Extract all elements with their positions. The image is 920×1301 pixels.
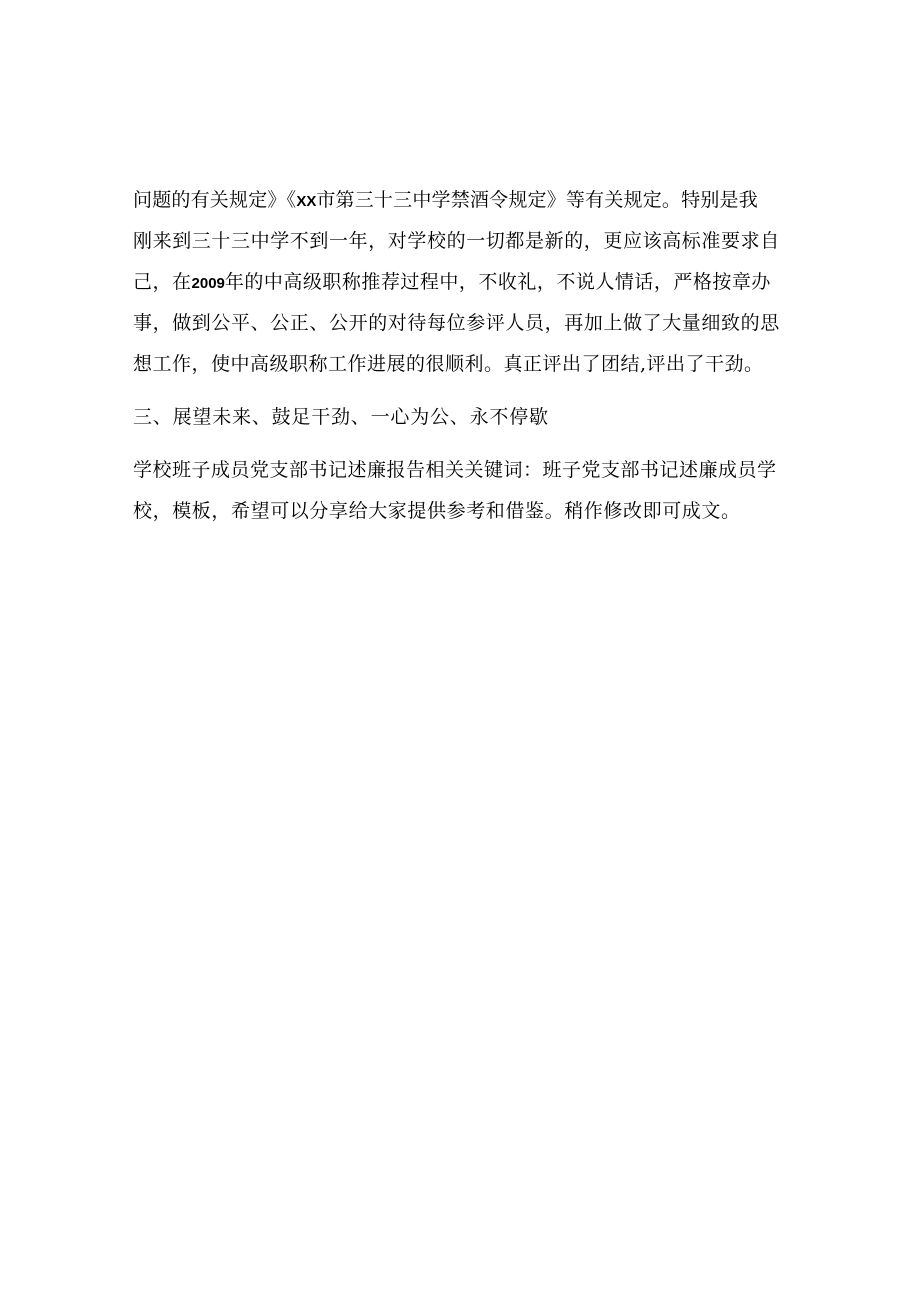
- text-segment: 年的中高级职称推荐过程中，不收礼，不说人情话，严格按章办: [224, 271, 771, 293]
- text-segment: 问题的有关规定》《: [133, 189, 297, 211]
- year-number: 2009: [191, 275, 225, 292]
- paragraph-2-line-1: 学校班子成员党支部书记述廉报告相关关键词：班子党支部书记述廉成员学: [133, 459, 777, 481]
- section-heading: 三、展望未来、鼓足干劲、一心为公、永不停歇: [133, 406, 549, 428]
- paragraph-1-line-1: [133, 188, 758, 214]
- text-segment-xx: XX: [296, 193, 317, 210]
- text-segment: 市第三十三中学禁酒令规定》等有关规定。特别是我: [316, 189, 758, 211]
- text-segment: 己，在: [133, 271, 192, 293]
- paragraph-1-line-5: 想工作，使中高级职称工作进展的很顺利。真正评出了团结,评出了干劲。: [133, 353, 764, 375]
- paragraph-1-line-3: [133, 270, 771, 296]
- paragraph-1-line-4: 事，做到公平、公正、公开的对待每位参评人员，再加上做了大量细致的思: [133, 312, 780, 334]
- paragraph-1-line-2: 刚来到三十三中学不到一年，对学校的一切都是新的，更应该高标准要求自: [133, 230, 780, 252]
- paragraph-2-line-2: 校，模板，希望可以分享给大家提供参考和借鉴。稍作修改即可成文。: [133, 500, 741, 522]
